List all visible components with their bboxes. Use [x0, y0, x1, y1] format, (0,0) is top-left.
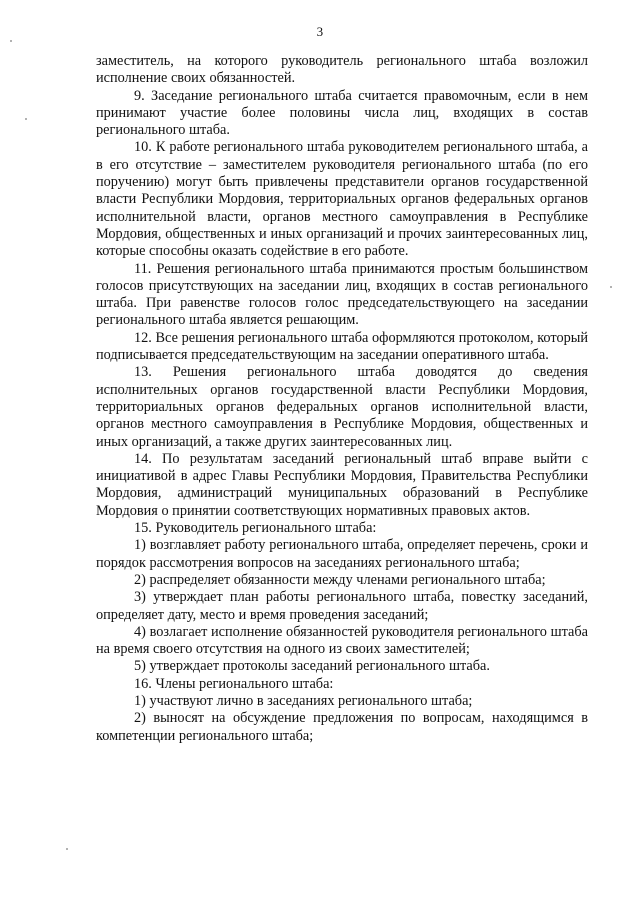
paragraph-13-decisions: 13. Решения регионального штаба доводятся до сведения исполнительных органов государственной власти Республики Мордовия, территориальных органов федеральных органов исполнительной власти, органов местного самоуправления в Республике Мордовия, общественных и иных организаций, а также других заинтересованных лиц. [96, 364, 588, 450]
paragraph-14-initiative: 14. По результатам заседаний региональный штаб вправе выйти с инициативой в адрес Главы Республики Мордовия, Правительства Республики Мордовия, администраций муниципальных образований в Республике Мордовия о принятии соответствующих нормативных правовых актов. [96, 450, 588, 519]
paragraph-12-protocol: 12. Все решения регионального штаба оформляются протоколом, который подписывается председательствующим на заседании оперативного штаба. [96, 329, 588, 364]
scan-speck [610, 286, 612, 288]
scan-speck [25, 118, 27, 120]
list-item-15-5: 5) утверждает протоколы заседаний регионального штаба. [134, 658, 490, 675]
document-body [96, 53, 588, 745]
list-item-15-2: 2) распределяет обязанности между членами регионального штаба; [134, 571, 546, 588]
scan-speck [10, 40, 12, 42]
scan-speck [66, 848, 68, 850]
list-item-16-1: 1) участвуют лично в заседаниях регионального штаба; [134, 692, 473, 709]
paragraph-16-members-heading: 16. Члены регионального штаба: [134, 675, 334, 692]
paragraph-15-head-heading: 15. Руководитель регионального штаба: [134, 520, 377, 537]
page-number: 3 [316, 24, 324, 39]
list-item-15-3: 3) утверждает план работы регионального штаба, повестку заседаний, определяет дату, место и время проведения заседаний; [96, 589, 588, 623]
paragraph-continuation: заместитель, на которого руководитель регионального штаба возложил исполнение своих обязанностей. [96, 53, 588, 87]
paragraph-11-voting: 11. Решения регионального штаба принимаются простым большинством голосов присутствующих на заседании лиц, входящих в состав регионального штаба. При равенстве голосов голос председательствующего на заседании регионального штаба является решающим. [96, 260, 588, 329]
paragraph-10-participants: 10. К работе регионального штаба руководителем регионального штаба, а в его отсутствие – заместителем руководителя регионального штаба (по его поручению) могут быть привлечены представители органов государственной власти Республики Мордовия, территориальных органов федеральных органов исполнительной власти, органов местного самоуправления в Республике Мордовия, общественных и иных организаций и прочих заинтересованных лиц, которые способны оказать содействие в его работе. [96, 139, 588, 260]
list-item-15-1: 1) возглавляет работу регионального штаба, определяет перечень, сроки и порядок рассмотрения вопросов на заседаниях регионального штаба; [96, 537, 588, 571]
paragraph-9-quorum: 9. Заседание регионального штаба считается правомочным, если в нем принимают участие более половины числа лиц, входящих в состав регионального штаба. [96, 87, 588, 139]
list-item-16-2: 2) выносят на обсуждение предложения по вопросам, находящимся в компетенции регионального штаба; [96, 710, 588, 744]
list-item-15-4: 4) возлагает исполнение обязанностей руководителя регионального штаба на время своего отсутствия на одного из своих заместителей; [96, 623, 588, 658]
